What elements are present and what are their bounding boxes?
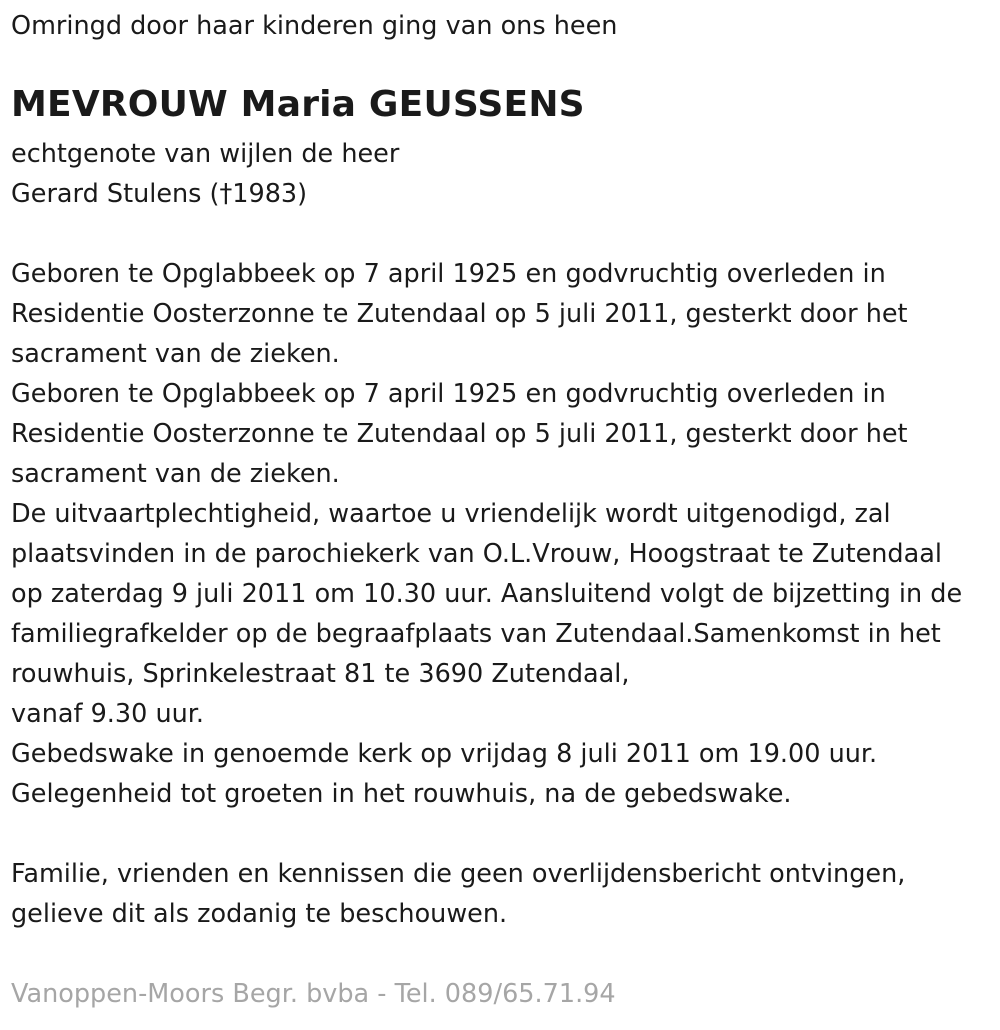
body-line: Gelegenheid tot groeten in het rouwhuis, na de gebedswake.: [11, 779, 792, 809]
body-line: Geboren te Opglabbeek op 7 april 1925 en godvruchtig overleden in: [11, 259, 886, 289]
notice-body: [11, 254, 962, 814]
body-line: Residentie Oosterzonne te Zutendaal op 5 juli 2011, gesterkt door het: [11, 299, 908, 329]
body-line: rouwhuis, Sprinkelestraat 81 te 3690 Zutendaal,: [11, 659, 630, 689]
funeral-home-footer: Vanoppen-Moors Begr. bvba - Tel. 089/65.71.94: [11, 979, 616, 1009]
closing-line: Familie, vrienden en kennissen die geen overlijdensbericht ontvingen,: [11, 859, 906, 889]
body-line: Residentie Oosterzonne te Zutendaal op 5 juli 2011, gesterkt door het: [11, 419, 908, 449]
closing-note: [11, 854, 905, 934]
body-line: op zaterdag 9 juli 2011 om 10.30 uur. Aansluitend volgt de bijzetting in de: [11, 579, 963, 609]
body-line: sacrament van de zieken.: [11, 339, 340, 369]
closing-line: gelieve dit als zodanig te beschouwen.: [11, 899, 508, 929]
body-line: familiegrafkelder op de begraafplaats van Zutendaal.Samenkomst in het: [11, 619, 941, 649]
spouse-line: Gerard Stulens (†1983): [11, 179, 308, 209]
spouse-info: [11, 134, 399, 214]
body-line: sacrament van de zieken.: [11, 459, 340, 489]
body-line: plaatsvinden in de parochiekerk van O.L.Vrouw, Hoogstraat te Zutendaal: [11, 539, 942, 569]
intro-text: Omringd door haar kinderen ging van ons heen: [11, 11, 618, 41]
body-line: vanaf 9.30 uur.: [11, 699, 205, 729]
deceased-name: MEVROUW Maria GEUSSENS: [11, 84, 585, 125]
spouse-line: echtgenote van wijlen de heer: [11, 139, 400, 169]
body-line: Geboren te Opglabbeek op 7 april 1925 en godvruchtig overleden in: [11, 379, 886, 409]
body-line: De uitvaartplechtigheid, waartoe u vriendelijk wordt uitgenodigd, zal: [11, 499, 891, 529]
body-line: Gebedswake in genoemde kerk op vrijdag 8 juli 2011 om 19.00 uur.: [11, 739, 878, 769]
